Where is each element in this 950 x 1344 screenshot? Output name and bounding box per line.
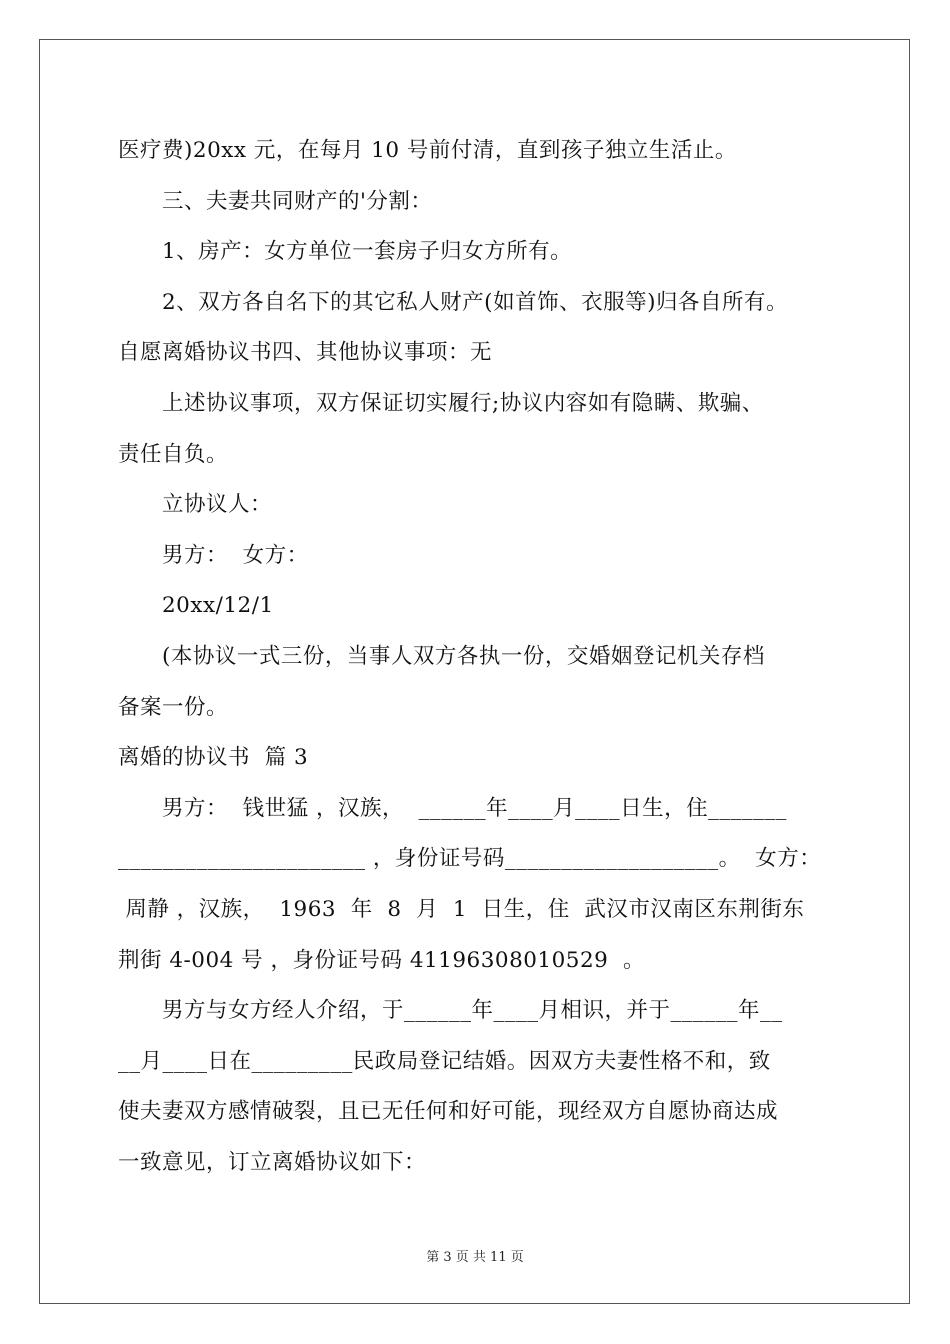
text-line: 自愿离婚协议书四、其他协议事项：无 [118,340,493,366]
text-line: 责任自负。 [118,441,229,467]
text-line: 男方： 钱世猛 ，汉族， ______年____月____日生，住_______ [162,795,787,821]
text-line: 1、房产：女方单位一套房子归女方所有。 [162,239,573,265]
text-line: __月____日在_________民政局登记结婚。因双方夫妻性格不和，致 [118,1048,771,1074]
text-line: (本协议一式三份，当事人双方各执一份，交婚姻登记机关存档 [162,643,765,669]
page-footer: 第 3 页 共 11 页 [426,1250,524,1265]
document-body [118,126,848,1188]
text-line: ______________________ ，身份证号码___________________。 女方： [118,846,822,872]
text-line: 医疗费)20xx 元，在每月 10 号前付清，直到孩子独立生活止。 [118,138,737,163]
text-line: 男方与女方经人介绍，于______年____月相识，并于______年__ [162,998,783,1024]
text-line: 荆街 4-004 号 ，身份证号码 41196308010529 。 [118,947,645,973]
text-line: 2、双方各自名下的其它私人财产(如首饰、衣服等)归各自所有。 [162,289,788,315]
text-line: 备案一份。 [118,694,229,720]
text-line: 20xx/12/1 [162,593,274,619]
text-line: 男方： 女方： [162,542,309,568]
text-line: 使夫妻双方感情破裂，且已无任何和好可能，现经双方自愿协商达成 [118,1099,779,1125]
text-line: 离婚的协议书 篇 3 [118,745,309,771]
text-line: 周静 ，汉族， 1963 年 8 月 1 日生，住 武汉市汉南区东荆街东 [118,896,805,922]
text-line: 三、夫妻共同财产的'分割： [162,188,433,214]
text-line: 上述协议事项，双方保证切实履行;协议内容如有隐瞒、欺骗、 [162,390,764,416]
text-line: 立协议人： [162,492,273,518]
text-line: 一致意见，订立离婚协议如下： [118,1149,427,1175]
